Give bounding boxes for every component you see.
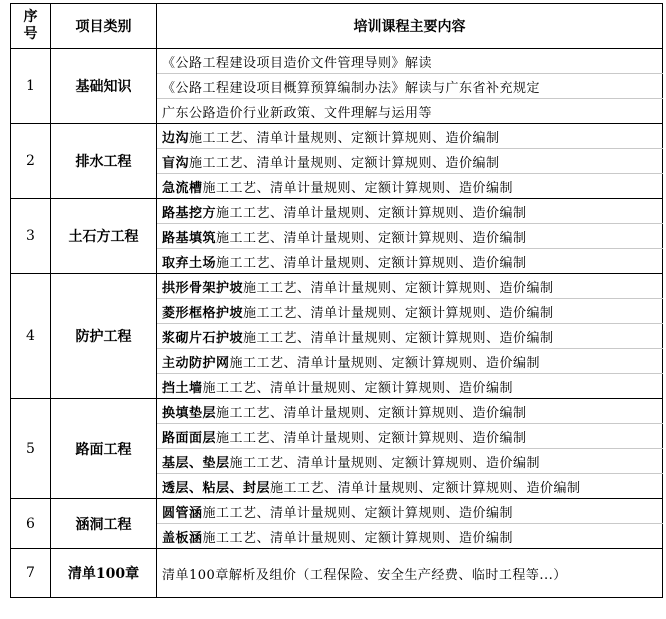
section-seq: 5 bbox=[11, 399, 51, 499]
section-category: 路面工程 bbox=[51, 399, 157, 499]
course-item-keyword: 盖板涵 bbox=[162, 530, 203, 546]
course-item bbox=[157, 499, 663, 524]
course-item bbox=[157, 274, 663, 299]
table-body bbox=[11, 49, 663, 598]
course-item-text: 施工工艺、清单计量规则、定额计算规则、造价编制 bbox=[189, 155, 500, 171]
header-row bbox=[11, 4, 663, 49]
section-category: 土石方工程 bbox=[51, 199, 157, 274]
training-course-table bbox=[10, 3, 663, 598]
course-item-text: 施工工艺、清单计量规则、定额计算规则、造价编制 bbox=[216, 430, 527, 446]
course-item bbox=[157, 374, 663, 399]
course-item-keyword: 主动防护网 bbox=[162, 355, 230, 371]
course-item-text: 施工工艺、清单计量规则、定额计算规则、造价编制 bbox=[243, 280, 554, 296]
course-item bbox=[157, 549, 663, 598]
course-item-keyword: 圆管涵 bbox=[162, 505, 203, 521]
header-seq-line2: 号 bbox=[23, 26, 38, 42]
course-item-text: 施工工艺、清单计量规则、定额计算规则、造价编制 bbox=[216, 255, 527, 271]
course-item-keyword: 盲沟 bbox=[162, 155, 190, 171]
course-item bbox=[157, 224, 663, 249]
course-item-keyword: 挡土墙 bbox=[162, 380, 203, 396]
course-item-text: 清单100章解析及组价（工程保险、安全生产经费、临时工程等...） bbox=[162, 567, 567, 583]
course-item-text: 《公路工程建设项目概算预算编制办法》解读与广东省补充规定 bbox=[162, 80, 541, 96]
course-item-keyword: 透层、粘层、封层 bbox=[162, 480, 271, 496]
course-item-keyword: 路面面层 bbox=[162, 430, 217, 446]
course-item-keyword: 边沟 bbox=[162, 130, 190, 146]
course-item-text: 施工工艺、清单计量规则、定额计算规则、造价编制 bbox=[202, 380, 514, 396]
section-category: 清单100章 bbox=[51, 549, 157, 598]
header-content: 培训课程主要内容 bbox=[157, 4, 663, 49]
course-item bbox=[157, 349, 663, 374]
section-seq: 6 bbox=[11, 499, 51, 549]
course-item-text: 施工工艺、清单计量规则、定额计算规则、造价编制 bbox=[202, 530, 514, 546]
course-item-text: 《公路工程建设项目造价文件管理导则》解读 bbox=[162, 55, 433, 71]
course-item-keyword: 取弃土场 bbox=[162, 255, 217, 271]
course-item bbox=[157, 124, 663, 149]
course-item-keyword: 路基填筑 bbox=[162, 230, 217, 246]
section-seq: 2 bbox=[11, 124, 51, 199]
course-item-keyword: 基层、垫层 bbox=[162, 455, 230, 471]
course-item-text: 施工工艺、清单计量规则、定额计算规则、造价编制 bbox=[202, 180, 514, 196]
header-seq-line1: 序 bbox=[23, 9, 38, 25]
table-row bbox=[11, 49, 663, 74]
course-item-keyword: 急流槽 bbox=[162, 180, 203, 196]
course-item bbox=[157, 149, 663, 174]
table-row bbox=[11, 399, 663, 424]
course-item-keyword: 浆砌片石护坡 bbox=[162, 330, 244, 346]
course-item-keyword: 拱形骨架护坡 bbox=[162, 280, 244, 296]
course-item-text: 施工工艺、清单计量规则、定额计算规则、造价编制 bbox=[229, 455, 541, 471]
section-seq: 1 bbox=[11, 49, 51, 124]
course-item-keyword: 路基挖方 bbox=[162, 205, 217, 221]
course-item-keyword: 菱形框格护坡 bbox=[162, 305, 244, 321]
course-item bbox=[157, 524, 663, 549]
section-category: 涵洞工程 bbox=[51, 499, 157, 549]
table-row bbox=[11, 199, 663, 224]
course-item bbox=[157, 99, 663, 124]
course-item bbox=[157, 299, 663, 324]
header-seq bbox=[11, 4, 51, 49]
course-item bbox=[157, 74, 663, 99]
course-item bbox=[157, 424, 663, 449]
section-category: 基础知识 bbox=[51, 49, 157, 124]
course-item bbox=[157, 174, 663, 199]
course-item-text: 施工工艺、清单计量规则、定额计算规则、造价编制 bbox=[270, 480, 581, 496]
course-item bbox=[157, 474, 663, 499]
section-category: 防护工程 bbox=[51, 274, 157, 399]
table-row bbox=[11, 549, 663, 598]
course-item-text: 施工工艺、清单计量规则、定额计算规则、造价编制 bbox=[229, 355, 541, 371]
course-item-text: 施工工艺、清单计量规则、定额计算规则、造价编制 bbox=[243, 330, 554, 346]
course-item-text: 施工工艺、清单计量规则、定额计算规则、造价编制 bbox=[243, 305, 554, 321]
course-item-text: 施工工艺、清单计量规则、定额计算规则、造价编制 bbox=[202, 505, 514, 521]
section-seq: 4 bbox=[11, 274, 51, 399]
section-seq: 7 bbox=[11, 549, 51, 598]
course-item bbox=[157, 49, 663, 74]
course-item bbox=[157, 249, 663, 274]
header-category: 项目类别 bbox=[51, 4, 157, 49]
course-item-text: 广东公路造价行业新政策、文件理解与运用等 bbox=[162, 105, 433, 121]
course-item-text: 施工工艺、清单计量规则、定额计算规则、造价编制 bbox=[189, 130, 500, 146]
course-item bbox=[157, 449, 663, 474]
course-item bbox=[157, 324, 663, 349]
course-item-text: 施工工艺、清单计量规则、定额计算规则、造价编制 bbox=[216, 230, 527, 246]
table-row bbox=[11, 274, 663, 299]
course-item bbox=[157, 399, 663, 424]
course-item-keyword: 换填垫层 bbox=[162, 405, 217, 421]
course-item-text: 施工工艺、清单计量规则、定额计算规则、造价编制 bbox=[216, 205, 527, 221]
section-category: 排水工程 bbox=[51, 124, 157, 199]
course-item-text: 施工工艺、清单计量规则、定额计算规则、造价编制 bbox=[216, 405, 527, 421]
section-seq: 3 bbox=[11, 199, 51, 274]
course-item bbox=[157, 199, 663, 224]
table-row bbox=[11, 124, 663, 149]
table-row bbox=[11, 499, 663, 524]
